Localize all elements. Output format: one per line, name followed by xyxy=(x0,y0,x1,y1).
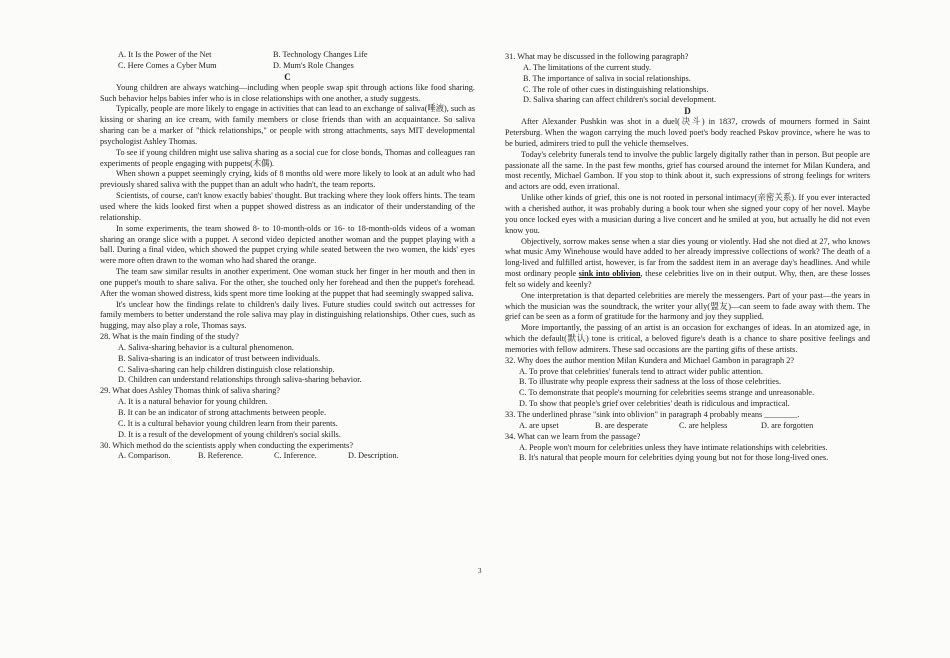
passage-d-paragraph-4 xyxy=(505,237,870,291)
question-30-option-c[interactable]: C. Inference. xyxy=(274,451,317,461)
question-33-option-a[interactable]: A. are upset xyxy=(519,420,559,430)
question-29-option-c[interactable]: C. It is a cultural behavior young children learn from their parents. xyxy=(118,418,338,428)
question-31-stem: 31. What may be discussed in the following paragraph? xyxy=(505,52,689,61)
question-29-option-b[interactable]: B. It can be an indicator of strong attachments between people. xyxy=(118,408,327,417)
passage-c-paragraph: Young children are always watching—including when people swap spit through actions like food sharing. Such behavior helps babies infer who is in close relationships with one another, a study suggests. xyxy=(100,82,475,103)
passage-c-paragraph: When shown a puppet seemingly crying, kids of 8 months old were more likely to look at an adult who had previously shared saliva with the puppet than an adult who hadn't, the team reports. xyxy=(100,169,475,190)
question-32-option-b[interactable]: B. To illustrate why people express their sadness at the loss of those celebrities. xyxy=(519,377,782,387)
question-31-option-d[interactable]: D. Saliva sharing can affect children's social development. xyxy=(523,95,717,105)
question-29-option-a[interactable]: A. It is a natural behavior for young children. xyxy=(118,397,268,407)
paragraph-4-text-before: Objectively, sorrow makes sense when a star dies young or violently. Had she not died at 27, who knows what music Amy Winehouse would have added to her already impressive collections of work? The death of a long-lived and fulfilled artist, however, is far from the saddest item in an average day's headlines. And while most ordinary people xyxy=(505,236,870,279)
passage-c-heading: C xyxy=(284,71,291,82)
prev-option-c[interactable]: C. Here Comes a Cyber Mum xyxy=(118,60,217,70)
right-column xyxy=(505,52,870,464)
prev-option-a[interactable]: A. It Is the Power of the Net xyxy=(118,50,212,59)
question-30-option-a[interactable]: A. Comparison. xyxy=(118,451,171,461)
passage-c-paragraph: It's unclear how the findings relate to children's daily lives. Future studies could switch out actresses for family members to better understand the role saliva may play in distinguishing relationships. Other cues, such as hugging, may also play a role, Thomas says. xyxy=(100,299,475,331)
question-28-stem: 28. What is the main finding of the study? xyxy=(100,332,239,342)
question-32-option-d[interactable]: D. To show that people's grief over celebrities' death is ridiculous and impractical. xyxy=(519,399,790,409)
question-33-option-d[interactable]: D. are forgotten xyxy=(761,420,814,430)
passage-d-paragraph: More importantly, the passing of an artist is an occasion for exchanges of ideas. In an atomized age, in which the default(默认) tone is critical, a beloved figure's death is a chance to share positive feelings and memories with fellow admirers. These sad occasions are the parting gifts of these artists. xyxy=(505,323,870,354)
prev-option-d[interactable]: D. Mum's Role Changes xyxy=(273,60,354,70)
passage-d-paragraph: After Alexander Pushkin was shot in a duel(决斗) in 1837, crowds of mourners formed in Saint Petersburg. When the wagon carrying the much loved poet's body reached Pskov province, where he was to be buried, admirers tried to pull the vehicle themselves. xyxy=(505,117,870,148)
question-30-options xyxy=(100,451,475,462)
passage-c-paragraph: In some experiments, the team showed 8- to 10-month-olds or 16- to 18-month-olds videos of a woman sharing an orange slice with a puppet. A second video depicted another woman and the puppet playing with a ball. During a final video, which showed the puppet crying while seated between the two women, the kids' eyes were more often drawn to the woman who had shared the orange. xyxy=(100,223,475,266)
passage-d-heading: D xyxy=(684,106,691,117)
question-30-stem: 30. Which method do the scientists apply when conducting the experiments? xyxy=(100,440,354,450)
left-column xyxy=(100,50,475,462)
underlined-phrase: sink into oblivion xyxy=(578,269,641,279)
prev-options-row-1 xyxy=(100,50,475,61)
question-29-option-d[interactable]: D. It is a result of the development of young children's social skills. xyxy=(118,429,341,439)
passage-d-paragraph: Today's celebrity funerals tend to involve the public largely digitally rather than in person. But people are passionate all the same. In the past few months, grief has coursed around the internet for Milan Kundera, and most recently, Michael Gambon. If you stop to think about it, such expressions of strong feelings for writers and actors are odd, even irrational. xyxy=(505,149,870,192)
question-34-option-a[interactable]: A. People won't mourn for celebrities unless they have intimate relationships with celebrities. xyxy=(519,442,828,452)
question-29-stem: 29. What does Ashley Thomas think of saliva sharing? xyxy=(100,386,281,396)
prev-option-b[interactable]: B. Technology Changes Life xyxy=(273,50,368,59)
prev-options-row-2 xyxy=(100,61,475,72)
question-33-option-c[interactable]: C. are helpless xyxy=(679,420,728,430)
question-31-option-c[interactable]: C. The role of other cues in distinguishing relationships. xyxy=(523,84,709,94)
question-28-option-a[interactable]: A. Saliva-sharing behavior is a cultural phenomenon. xyxy=(118,342,294,352)
question-32-option-a[interactable]: A. To prove that celebrities' funerals tend to attract wider public attention. xyxy=(519,366,763,376)
passage-c-paragraph: Typically, people are more likely to engage in activities that can lead to an exchange of saliva(唾液), such as kissing or sharing an ice cream, with family members or close friends than with an acquaintance. So saliva sharing can be a marker of "thick relationships," or people with strong attachments, says MIT developmental psychologist Ashley Thomas. xyxy=(100,104,475,146)
question-33-option-b[interactable]: B. are desperate xyxy=(595,420,648,430)
question-32-stem: 32. Why does the author mention Milan Kundera and Michael Gambon in paragraph 2? xyxy=(505,355,794,365)
question-33-options xyxy=(505,421,870,432)
question-30-option-b[interactable]: B. Reference. xyxy=(198,451,244,461)
question-31-option-a[interactable]: A. The limitations of the current study. xyxy=(523,62,652,72)
question-32-option-c[interactable]: C. To demonstrate that people's mourning for celebrities seems strange and unreasonable. xyxy=(519,388,815,398)
passage-d-paragraph: One interpretation is that departed celebrities are merely the messengers. Part of your past—the years in which the musician was the soundtrack, the writer your ally(盟友)—can seem to fade away with them. The grief can be seen as a form of gratitude for the harmony and joy they supplied. xyxy=(505,290,870,322)
passage-c-paragraph: To see if young children might use saliva sharing as a social cue for close bonds, Thomas and colleagues ran experiments of people engaging with puppets(木偶). xyxy=(100,147,475,168)
question-28-option-d[interactable]: D. Children can understand relationships through saliva-sharing behavior. xyxy=(118,375,362,385)
passage-c-paragraph: The team saw similar results in another experiment. One woman stuck her finger in her mouth and then in one puppet's mouth to share saliva. For the other, she touched only her forehead and then the puppet's forehead. After the woman showed distress, kids spent more time looking at the puppet that had seemingly swapped saliva. xyxy=(100,267,475,298)
passage-c-paragraph: Scientists, of course, can't know exactly babies' thought. But tracking where they look offers hints. The team used where the kids looked first when a puppet showed distress as an indicator of their understanding of the relationship. xyxy=(100,191,475,222)
question-28-option-b[interactable]: B. Saliva-sharing is an indicator of trust between individuals. xyxy=(118,353,321,363)
question-34-stem: 34. What can we learn from the passage? xyxy=(505,431,641,441)
question-28-option-c[interactable]: C. Saliva-sharing can help children distinguish close relationship. xyxy=(118,364,335,374)
question-34-option-b[interactable]: B. It's natural that people mourn for celebrities dying young but not for those long-lived ones. xyxy=(519,453,829,463)
paragraph-4-text-after: , these celebrities live on in their output. Why, then, are these losses felt so widely and keenly? xyxy=(505,269,870,289)
passage-d-paragraph: Unlike other kinds of grief, this one is not rooted in personal intimacy(亲密关系). If you ever interacted with a cherished author, it was probably during a book tour when she signed your copy of her novel. Maybe you once locked eyes with a musician during a live concert and he smiled at you, but actually he did not even know you. xyxy=(505,193,870,235)
page-number: 3 xyxy=(478,567,482,575)
question-30-option-d[interactable]: D. Description. xyxy=(348,451,399,461)
question-33-stem: 33. The underlined phrase "sink into oblivion" in paragraph 4 probably means ________. xyxy=(505,410,800,419)
question-31-option-b[interactable]: B. The importance of saliva in social relationships. xyxy=(523,73,691,83)
